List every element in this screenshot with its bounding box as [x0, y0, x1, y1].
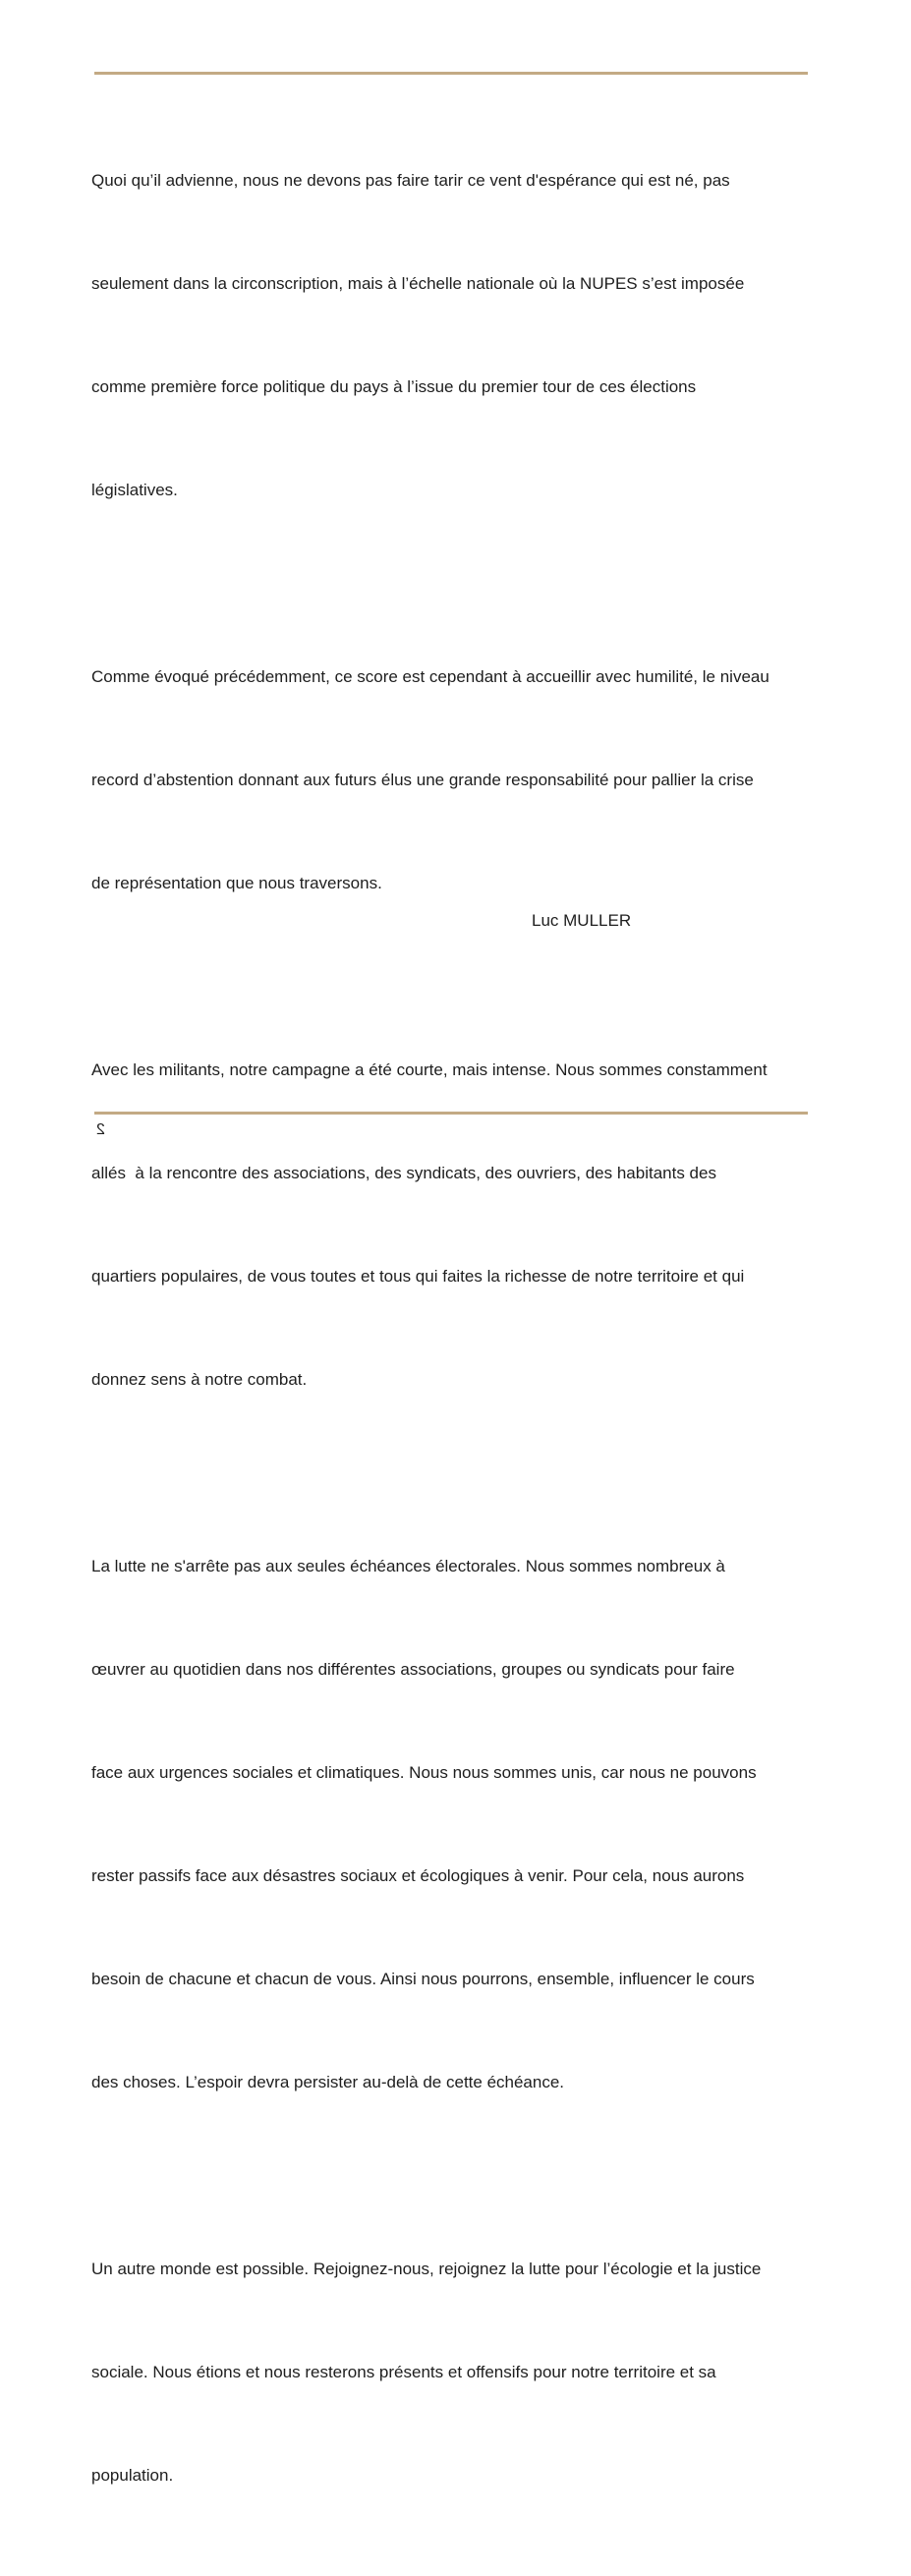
- paragraph-line: législatives.: [91, 481, 178, 499]
- paragraph-line: allés à la rencontre des associations, des syndicats, des ouvriers, des habitants des: [91, 1164, 716, 1182]
- signature: Luc MULLER: [532, 911, 632, 930]
- paragraph-line: œuvrer au quotidien dans nos différentes associations, groupes ou syndicats pour faire: [91, 1660, 735, 1679]
- paragraph-line: de représentation que nous traversons.: [91, 874, 382, 892]
- paragraph-5: [91, 2183, 814, 2561]
- paragraph-line: Comme évoqué précédemment, ce score est cependant à accueillir avec humilité, le niveau: [91, 667, 769, 686]
- paragraph-4: [91, 1480, 814, 2168]
- paragraph-line: des choses. L’espoir devra persister au-delà de cette échéance.: [91, 2073, 565, 2091]
- paragraph-line: donnez sens à notre combat.: [91, 1370, 308, 1389]
- header-rule: [94, 72, 808, 75]
- paragraph-line: comme première force politique du pays à l’issue du premier tour de ces élections: [91, 377, 697, 396]
- paragraph-line: population.: [91, 2466, 174, 2485]
- paragraph-line: besoin de chacune et chacun de vous. Ainsi nous pourrons, ensemble, influencer le cours: [91, 1970, 755, 1988]
- paragraph-line: seulement dans la circonscription, mais à l’échelle nationale où la NUPES s’est imposée: [91, 274, 745, 293]
- footer-rule: [94, 1112, 808, 1115]
- paragraph-line: quartiers populaires, de vous toutes et tous qui faites la richesse de notre territoire et qui: [91, 1267, 745, 1286]
- page-number: 2: [96, 1121, 105, 1138]
- paragraph-2: [91, 591, 814, 969]
- letter-body: [91, 94, 814, 2576]
- paragraph-line: rester passifs face aux désastres sociaux et écologiques à venir. Pour cela, nous aurons: [91, 1866, 745, 1885]
- paragraph-line: Avec les militants, notre campagne a été courte, mais intense. Nous sommes constamment: [91, 1060, 768, 1079]
- paragraph-line: Un autre monde est possible. Rejoignez-nous, rejoignez la lutte pour l’écologie et la justice: [91, 2260, 762, 2278]
- paragraph-3: [91, 984, 814, 1465]
- paragraph-line: record d’abstention donnant aux futurs élus une grande responsabilité pour pallier la crise: [91, 771, 754, 789]
- paragraph-line: Quoi qu’il advienne, nous ne devons pas faire tarir ce vent d'espérance qui est né, pas: [91, 171, 730, 190]
- paragraph-line: face aux urgences sociales et climatiques. Nous nous sommes unis, car nous ne pouvons: [91, 1763, 757, 1782]
- paragraph-line: La lutte ne s'arrête pas aux seules échéances électorales. Nous sommes nombreux à: [91, 1557, 725, 1575]
- paragraph-1: [91, 94, 814, 576]
- paragraph-line: sociale. Nous étions et nous resterons présents et offensifs pour notre territoire et sa: [91, 2363, 716, 2381]
